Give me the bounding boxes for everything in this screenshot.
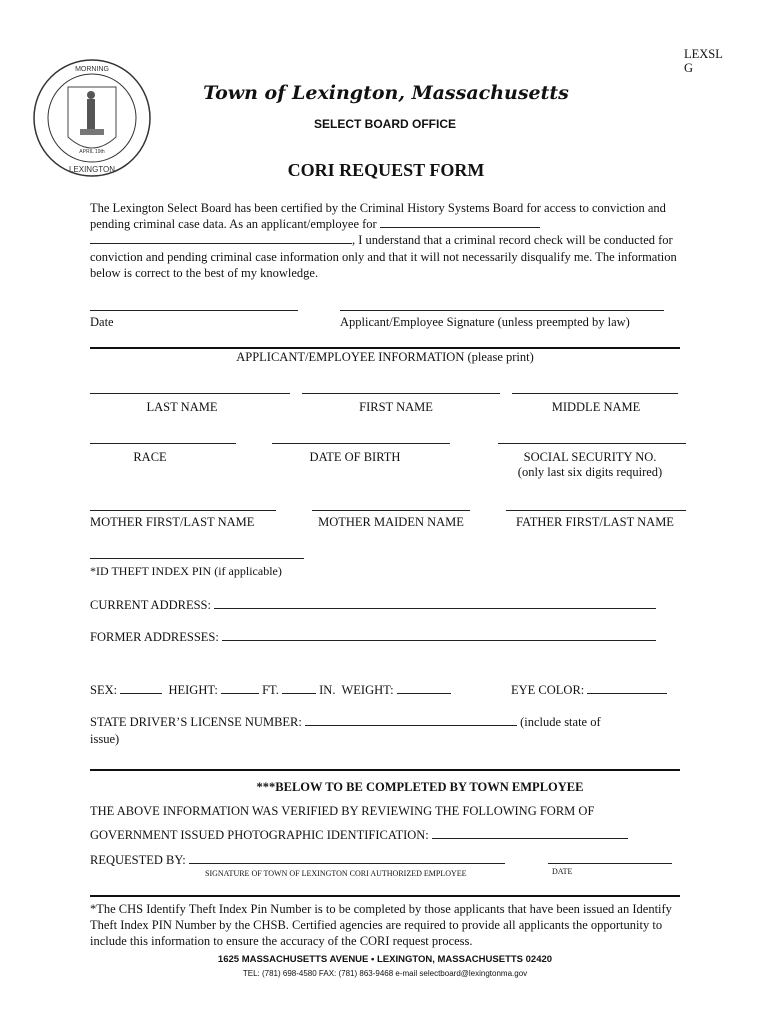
license-label: STATE DRIVER’S LICENSE NUMBER: <box>90 715 302 729</box>
svg-text:MORNING: MORNING <box>75 66 109 73</box>
last-name-label: LAST NAME <box>146 400 218 414</box>
current-address-label: CURRENT ADDRESS: <box>90 598 211 612</box>
dob-label: DATE OF BIRTH <box>309 450 401 464</box>
mother-maiden-label: MOTHER MAIDEN NAME <box>318 515 464 529</box>
ft-label: FT. <box>262 683 279 697</box>
last-name-field[interactable] <box>90 382 290 394</box>
ssn-label: SOCIAL SECURITY NO. <box>523 450 657 464</box>
sex-label: SEX: <box>90 683 118 697</box>
town-section-heading: ***BELOW TO BE COMPLETED BY TOWN EMPLOYEE <box>256 780 584 794</box>
eye-color-label: EYE COLOR: <box>511 683 585 697</box>
race-label: RACE <box>133 450 167 464</box>
ssn-note: (only last six digits required) <box>517 465 663 479</box>
gov-id-row <box>90 827 628 843</box>
middle-name-field[interactable] <box>512 382 678 394</box>
gov-id-label: GOVERNMENT ISSUED PHOTOGRAPHIC IDENTIFICATION: <box>90 828 429 842</box>
height-ft-field[interactable] <box>221 682 259 694</box>
footnote: *The CHS Identify Theft Index Pin Number is to be completed by those applicants that have been issued an Identify Theft Index PIN Number by the CHSB. Certified agencies are required to provide all applicants the opportunity to include this information to ensure the accuracy of the CORI request process. <box>90 902 672 949</box>
mother-maiden-field[interactable] <box>312 499 470 511</box>
requested-by-date-field[interactable] <box>548 852 672 864</box>
height-in-field[interactable] <box>282 682 316 694</box>
former-addresses-row <box>90 629 656 645</box>
position-field[interactable] <box>380 216 540 228</box>
position-field-cont[interactable] <box>90 232 352 244</box>
current-address-row <box>90 597 656 613</box>
signature-label: Applicant/Employee Signature (unless preempted by law) <box>340 315 630 329</box>
father-name-label: FATHER FIRST/LAST NAME <box>516 515 674 529</box>
mother-name-field[interactable] <box>90 499 276 511</box>
footer-address: 1625 MASSACHUSETTS AVENUE • LEXINGTON, MASSACHUSETTS 02420 <box>217 954 553 965</box>
signature-caption: SIGNATURE OF TOWN OF LEXINGTON CORI AUTHORIZED EMPLOYEE <box>205 869 467 878</box>
verified-text: THE ABOVE INFORMATION WAS VERIFIED BY REVIEWING THE FOLLOWING FORM OF <box>90 804 595 818</box>
intro-text-1: The Lexington Select Board has been certified by the Criminal History Systems Board for access to conviction and pending criminal case data. As an applicant/employee for <box>90 201 666 232</box>
license-field[interactable] <box>305 714 517 726</box>
mother-name-label: MOTHER FIRST/LAST NAME <box>90 515 255 529</box>
middle-name-label: MIDDLE NAME <box>551 400 641 414</box>
gov-id-field[interactable] <box>432 827 628 839</box>
form-code: LEXSL G <box>684 47 723 75</box>
divider <box>90 347 680 349</box>
intro-text-2: , I understand that a criminal record check will be conducted for conviction and pending criminal case information only and that it will not necessarily disqualify me. The information below is correct to the best of my knowledge. <box>90 233 677 280</box>
ssn-field[interactable] <box>498 432 686 444</box>
id-pin-label: *ID THEFT INDEX PIN (if applicable) <box>90 564 282 578</box>
requested-by-signature-field[interactable] <box>189 852 505 864</box>
former-addresses-label: FORMER ADDRESSES: <box>90 630 219 644</box>
first-name-field[interactable] <box>302 382 500 394</box>
license-note: (include state of <box>520 715 601 729</box>
applicant-heading: APPLICANT/EMPLOYEE INFORMATION (please print) <box>236 350 534 364</box>
former-addresses-field[interactable] <box>222 629 656 641</box>
race-field[interactable] <box>90 432 236 444</box>
height-label: HEIGHT: <box>168 683 218 697</box>
date-field[interactable] <box>90 299 298 311</box>
physical-row <box>90 682 451 698</box>
date-label: Date <box>90 315 114 329</box>
form-title: CORI REQUEST FORM <box>287 160 485 180</box>
license-note-2: issue) <box>90 732 120 746</box>
eye-color-row <box>511 682 667 698</box>
father-name-field[interactable] <box>506 499 686 511</box>
divider <box>90 769 680 771</box>
sex-field[interactable] <box>120 682 162 694</box>
intro-paragraph <box>90 200 690 281</box>
requested-by-row <box>90 852 505 868</box>
date-caption: DATE <box>552 867 573 876</box>
current-address-field[interactable] <box>214 597 656 609</box>
divider <box>90 895 680 897</box>
eye-color-field[interactable] <box>587 682 667 694</box>
requested-by-label: REQUESTED BY: <box>90 853 186 867</box>
town-title: Town of Lexington, Massachusetts <box>203 82 569 104</box>
signature-field[interactable] <box>340 299 664 311</box>
first-name-label: FIRST NAME <box>359 400 433 414</box>
weight-field[interactable] <box>397 682 451 694</box>
svg-text:LEXINGTON: LEXINGTON <box>68 165 116 174</box>
id-pin-field[interactable] <box>90 547 304 559</box>
dob-field[interactable] <box>272 432 450 444</box>
svg-text:APRIL 19th: APRIL 19th <box>79 149 105 155</box>
license-row <box>90 714 601 730</box>
footer-contact: TEL: (781) 698-4580 FAX: (781) 863-9468 e-mail selectboard@lexingtonma.gov <box>242 969 528 978</box>
town-seal-logo <box>32 57 152 179</box>
weight-label: WEIGHT: <box>341 683 394 697</box>
in-label: IN. <box>319 683 336 697</box>
office-name: SELECT BOARD OFFICE <box>313 117 457 131</box>
